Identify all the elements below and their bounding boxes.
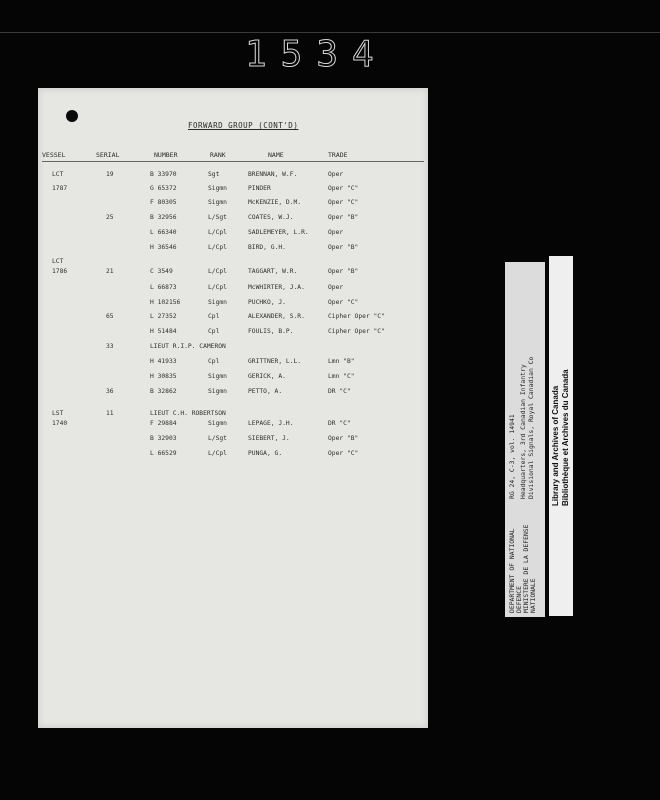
table-cell-trade: Oper "C" (328, 450, 359, 457)
table-cell-serial: 36 (106, 388, 114, 395)
column-header-rank: RANK (210, 151, 226, 159)
column-header-serial: SERIAL (96, 151, 120, 159)
document-sheet (38, 88, 428, 728)
table-cell-name: ALEXANDER, S.R. (248, 313, 305, 320)
table-cell-trade: Oper "C" (328, 185, 359, 192)
table-cell-name: LEPAGE, J.H. (248, 420, 294, 427)
table-cell-trade: DR "C" (328, 420, 351, 427)
table-cell-rank: Sigmn (208, 373, 227, 380)
table-cell-trade: Oper "B" (328, 244, 359, 251)
archive-reference: RG 24, C-3, vol. 14941 (508, 414, 516, 499)
table-cell-rank: Cpl (208, 328, 220, 335)
table-cell-number: H 51484 (150, 328, 177, 335)
table-cell-serial: 11 (106, 410, 114, 417)
table-cell-number: LIEUT C.H. ROBERTSON (150, 410, 226, 417)
table-cell-number: B 33970 (150, 171, 177, 178)
table-cell-serial: 21 (106, 268, 114, 275)
table-cell-trade: Oper (328, 229, 344, 236)
table-cell-rank: L/Sgt (208, 435, 227, 442)
table-cell-rank: Sgt (208, 171, 220, 178)
table-cell-number: H 41933 (150, 358, 177, 365)
table-cell-trade: Lmn "B" (328, 358, 355, 365)
table-cell-rank: L/Cpl (208, 268, 227, 275)
table-cell-name: SADLEMEYER, L.R. (248, 229, 309, 236)
archive-label (505, 262, 545, 617)
table-cell-trade: Lmn "C" (328, 373, 355, 380)
table-cell-vessel: 1786 (52, 268, 68, 275)
table-cell-number: L 66529 (150, 450, 177, 457)
film-edge-line (0, 32, 660, 33)
table-cell-rank: L/Cpl (208, 450, 227, 457)
table-cell-trade: Oper "C" (328, 199, 359, 206)
frame-number: 1534 (245, 34, 388, 75)
table-cell-name: McKENZIE, D.M. (248, 199, 302, 206)
header-rule (42, 161, 424, 162)
table-cell-number: C 3549 (150, 268, 173, 275)
table-cell-rank: Cpl (208, 358, 220, 365)
table-cell-rank: L/Cpl (208, 229, 227, 236)
lac-name-en: Library and Archives of Canada (551, 385, 560, 506)
punch-hole (66, 110, 78, 122)
table-cell-rank: Sigmn (208, 388, 227, 395)
table-cell-name: PUCHKO, J. (248, 299, 286, 306)
table-cell-number: H 30835 (150, 373, 177, 380)
column-header-name: NAME (268, 151, 284, 159)
table-cell-name: BIRD, G.H. (248, 244, 286, 251)
table-cell-rank: L/Cpl (208, 284, 227, 291)
table-cell-vessel: 1740 (52, 420, 68, 427)
table-cell-number: L 66340 (150, 229, 177, 236)
table-cell-name: FOULIS, B.P. (248, 328, 294, 335)
table-cell-number: B 32862 (150, 388, 177, 395)
table-cell-trade: Oper "B" (328, 214, 359, 221)
table-cell-name: PUNGA, G. (248, 450, 283, 457)
table-cell-name: GERICK, A. (248, 373, 286, 380)
table-cell-rank: Sigmn (208, 185, 227, 192)
table-cell-trade: DR "C" (328, 388, 351, 395)
table-cell-rank: L/Sgt (208, 214, 227, 221)
table-cell-name: BRENNAN, W.F. (248, 171, 298, 178)
table-cell-vessel: LCT (52, 171, 64, 178)
table-cell-rank: Cpl (208, 313, 220, 320)
table-cell-rank: L/Cpl (208, 244, 227, 251)
table-cell-name: TAGGART, W.R. (248, 268, 298, 275)
table-cell-serial: 33 (106, 343, 114, 350)
table-cell-rank: Sigmn (208, 199, 227, 206)
column-header-trade: TRADE (328, 151, 348, 159)
lac-name-fr: Bibliothèque et Archives du Canada (561, 369, 570, 506)
table-cell-number: F 29884 (150, 420, 177, 427)
table-cell-name: SIEBERT, J. (248, 435, 290, 442)
column-header-vessel: VESSEL (42, 151, 66, 159)
table-cell-vessel: 1787 (52, 185, 68, 192)
dept-fr-line-1: MINISTERE DE LA DEFENSE (522, 524, 530, 613)
table-cell-number: L 27352 (150, 313, 177, 320)
table-cell-number: LIEUT R.I.P. CAMERON (150, 343, 226, 350)
description-line-1: Headquarters, 3rd Canadian Infantry (519, 364, 527, 499)
table-cell-trade: Oper "B" (328, 268, 359, 275)
table-cell-rank: Sigmn (208, 299, 227, 306)
column-header-number: NUMBER (154, 151, 178, 159)
dept-fr-line-2: NATIONALE (529, 578, 537, 613)
table-cell-trade: Oper "C" (328, 299, 359, 306)
table-cell-serial: 65 (106, 313, 114, 320)
table-cell-number: L 66873 (150, 284, 177, 291)
table-cell-number: B 32956 (150, 214, 177, 221)
table-cell-name: PETTO, A. (248, 388, 283, 395)
table-cell-vessel: LCT (52, 258, 64, 265)
table-cell-trade: Cipher Oper "C" (328, 328, 385, 335)
table-cell-vessel: LST (52, 410, 64, 417)
table-cell-number: H 102156 (150, 299, 181, 306)
table-cell-trade: Oper (328, 284, 344, 291)
table-cell-trade: Oper "B" (328, 435, 359, 442)
table-cell-serial: 19 (106, 171, 114, 178)
table-cell-number: B 32903 (150, 435, 177, 442)
document-title: FORWARD GROUP (CONT'D) (188, 121, 299, 130)
table-cell-name: GRITTNER, L.L. (248, 358, 302, 365)
table-cell-rank: Sigmn (208, 420, 227, 427)
description-line-2: Divisional Signals, Royal Canadian Co (527, 356, 535, 499)
table-cell-number: H 36546 (150, 244, 177, 251)
lac-label (549, 256, 573, 616)
table-cell-name: McWHIRTER, J.A. (248, 284, 305, 291)
dept-en-line-1: DEPARTMENT OF NATIONAL (508, 528, 516, 613)
table-cell-name: PINDER (248, 185, 271, 192)
table-cell-number: F 80305 (150, 199, 177, 206)
table-cell-number: G 65372 (150, 185, 177, 192)
table-cell-trade: Oper (328, 171, 344, 178)
dept-en-line-2: DEFENCE (515, 586, 523, 613)
table-cell-serial: 25 (106, 214, 114, 221)
table-cell-trade: Cipher Oper "C" (328, 313, 385, 320)
table-cell-name: COATES, W.J. (248, 214, 294, 221)
